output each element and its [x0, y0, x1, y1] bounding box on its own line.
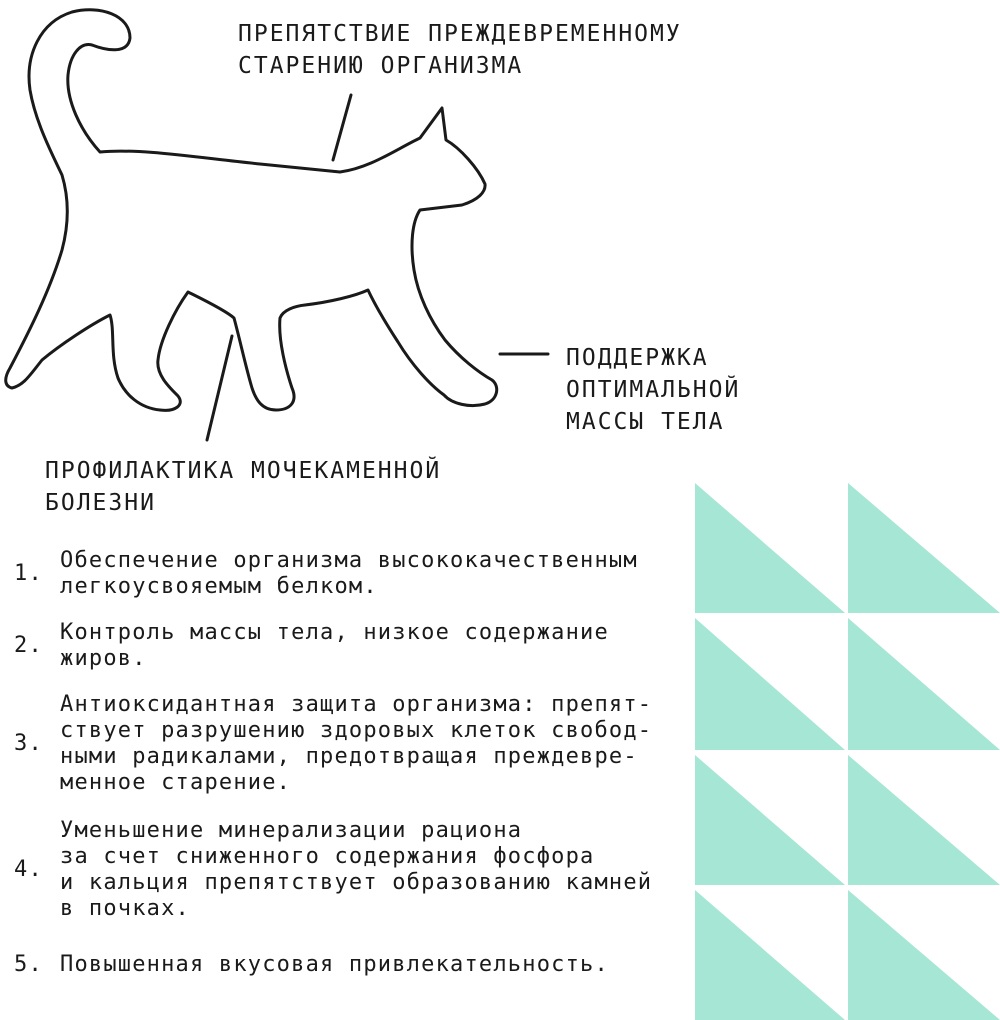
callout-weight-label — [566, 342, 740, 438]
benefit-item — [14, 548, 638, 600]
benefit-item — [14, 620, 609, 672]
benefit-line: жиров. — [60, 646, 147, 671]
callout-weight-line-2: ОПТИМАЛЬНОЙ — [566, 377, 741, 403]
callout-urolithiasis-label — [45, 455, 441, 519]
benefit-text — [60, 548, 638, 600]
benefit-text — [60, 692, 652, 796]
callout-urolith-line-2: БОЛЕЗНИ — [45, 490, 156, 516]
benefit-number: 1. — [14, 561, 43, 586]
callout-aging-line-2: СТАРЕНИЮ ОРГАНИЗМА — [238, 53, 524, 79]
benefit-line: Контроль массы тела, низкое содержание — [60, 620, 609, 645]
benefit-number: 5. — [14, 952, 43, 977]
benefit-text — [60, 818, 652, 922]
benefit-line: Уменьшение минерализации рациона — [60, 818, 523, 843]
benefit-item — [14, 692, 652, 796]
callout-aging-line-1: ПРЕПЯТСТВИЕ ПРЕЖДЕВРЕМЕННОМУ — [238, 21, 682, 47]
benefit-line: легкоусвояемым белком. — [60, 574, 378, 599]
benefit-text — [60, 620, 609, 672]
benefit-text — [60, 952, 609, 978]
callout-aging-label — [238, 18, 682, 82]
benefit-item — [14, 952, 609, 978]
benefit-item — [14, 818, 652, 922]
callout-line-aging — [333, 95, 351, 160]
benefit-line: за счет сниженного содержания фосфора — [60, 844, 595, 869]
benefit-line: ными радикалами, предотвращая преждевре- — [60, 744, 638, 769]
benefit-line: Обеспечение организма высококачественным — [60, 548, 638, 573]
benefit-line: Антиоксидантная защита организма: препят- — [60, 692, 653, 717]
callout-line-urolith — [207, 336, 232, 440]
benefit-line: и кальция препятствует образованию камней — [60, 870, 653, 895]
callout-urolith-line-1: ПРОФИЛАКТИКА МОЧЕКАМЕННОЙ — [45, 458, 442, 484]
benefit-line: ствует разрушению здоровых клеток свобод- — [60, 718, 653, 743]
benefit-line: в почках. — [60, 896, 191, 921]
callout-weight-line-1: ПОДДЕРЖКА — [566, 345, 709, 371]
benefit-line: менное старение. — [60, 770, 292, 795]
callout-weight-line-3: МАССЫ ТЕЛА — [566, 409, 725, 435]
benefit-number: 2. — [14, 633, 43, 658]
benefit-number: 4. — [14, 857, 43, 882]
benefit-line: Повышенная вкусовая привлекательность. — [60, 952, 609, 977]
benefit-number: 3. — [14, 731, 43, 756]
